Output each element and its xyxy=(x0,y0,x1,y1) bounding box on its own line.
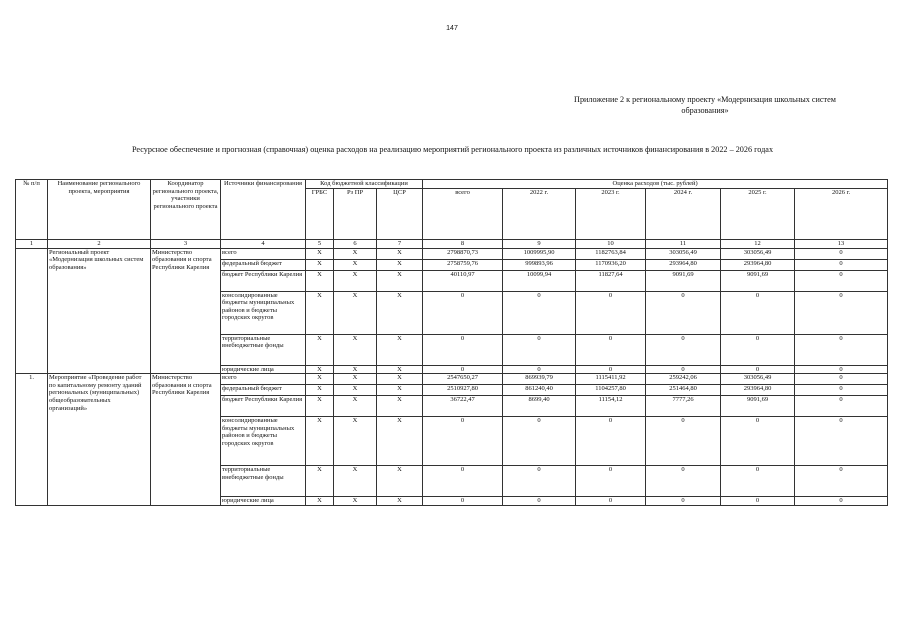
source-label: всего xyxy=(221,374,306,385)
project-name: Региональный проект «Модернизация школьных систем образования» xyxy=(48,248,151,374)
grbs-cell: X xyxy=(306,291,334,334)
y2024-cell: 259242,06 xyxy=(646,374,721,385)
csr-cell: X xyxy=(377,259,423,270)
grbs-cell: X xyxy=(306,374,334,385)
rzpr-cell: X xyxy=(334,248,377,259)
measure-coordinator: Министерство образования и спорта Республики Карелия xyxy=(151,374,221,506)
total-cell: 0 xyxy=(423,334,503,365)
rzpr-cell: X xyxy=(334,334,377,365)
y2022-cell: 0 xyxy=(503,334,576,365)
grbs-cell: X xyxy=(306,259,334,270)
y2026-cell: 0 xyxy=(795,374,888,385)
y2026-cell: 0 xyxy=(795,291,888,334)
rzpr-cell: X xyxy=(334,466,377,497)
y2026-cell: 0 xyxy=(795,365,888,374)
y2026-cell: 0 xyxy=(795,396,888,417)
y2022-cell: 0 xyxy=(503,497,576,506)
y2023-cell: 11827,64 xyxy=(576,270,646,291)
csr-cell: X xyxy=(377,248,423,259)
project-coordinator: Министерство образования и спорта Республики Карелия xyxy=(151,248,221,374)
y2023-cell: 0 xyxy=(576,497,646,506)
column-number: 12 xyxy=(721,240,795,249)
y2024-cell: 0 xyxy=(646,497,721,506)
source-label: юридические лица xyxy=(221,497,306,506)
header-2026: 2026 г. xyxy=(795,189,888,240)
y2025-cell: 0 xyxy=(721,334,795,365)
grbs-cell: X xyxy=(306,248,334,259)
y2026-cell: 0 xyxy=(795,466,888,497)
rzpr-cell: X xyxy=(334,396,377,417)
y2026-cell: 0 xyxy=(795,385,888,396)
total-cell: 2547650,27 xyxy=(423,374,503,385)
total-cell: 40110,97 xyxy=(423,270,503,291)
header-rzpr: Рз ПР xyxy=(334,189,377,240)
y2025-cell: 0 xyxy=(721,417,795,466)
csr-cell: X xyxy=(377,374,423,385)
source-label: бюджет Республики Карелия xyxy=(221,396,306,417)
csr-cell: X xyxy=(377,365,423,374)
y2025-cell: 0 xyxy=(721,291,795,334)
source-label: территориальные внебюджетные фонды xyxy=(221,466,306,497)
y2026-cell: 0 xyxy=(795,270,888,291)
rzpr-cell: X xyxy=(334,365,377,374)
y2024-cell: 293964,80 xyxy=(646,259,721,270)
y2022-cell: 869939,79 xyxy=(503,374,576,385)
row-num: 1. xyxy=(16,374,48,506)
y2023-cell: 1115411,92 xyxy=(576,374,646,385)
y2025-cell: 303056,49 xyxy=(721,248,795,259)
y2022-cell: 861240,40 xyxy=(503,385,576,396)
header-total: всего xyxy=(423,189,503,240)
y2023-cell: 11154,12 xyxy=(576,396,646,417)
y2025-cell: 293964,80 xyxy=(721,259,795,270)
total-cell: 2758759,76 xyxy=(423,259,503,270)
column-number: 10 xyxy=(576,240,646,249)
header-num: № п/п xyxy=(16,180,48,240)
grbs-cell: X xyxy=(306,466,334,497)
header-2023: 2023 г. xyxy=(576,189,646,240)
y2023-cell: 0 xyxy=(576,365,646,374)
y2025-cell: 9091,69 xyxy=(721,396,795,417)
y2023-cell: 1104257,80 xyxy=(576,385,646,396)
y2025-cell: 9091,69 xyxy=(721,270,795,291)
document-title: Ресурсное обеспечение и прогнозная (справочная) оценка расходов на реализацию мероприятий регионального проекта из различных источников финансирования в 2022 – 2026 годах xyxy=(131,145,774,154)
y2022-cell: 1009995,90 xyxy=(503,248,576,259)
source-label: федеральный бюджет xyxy=(221,259,306,270)
grbs-cell: X xyxy=(306,270,334,291)
y2024-cell: 9091,69 xyxy=(646,270,721,291)
y2024-cell: 0 xyxy=(646,417,721,466)
y2025-cell: 303056,49 xyxy=(721,374,795,385)
regional-project-block xyxy=(16,248,888,374)
grbs-cell: X xyxy=(306,385,334,396)
column-number: 1 xyxy=(16,240,48,249)
rzpr-cell: X xyxy=(334,417,377,466)
y2022-cell: 8699,40 xyxy=(503,396,576,417)
column-number: 13 xyxy=(795,240,888,249)
total-cell: 0 xyxy=(423,365,503,374)
total-cell: 0 xyxy=(423,497,503,506)
y2022-cell: 0 xyxy=(503,466,576,497)
column-number: 9 xyxy=(503,240,576,249)
rzpr-cell: X xyxy=(334,497,377,506)
measure-name: Мероприятие «Проведение работ по капитальному ремонту зданий региональных (муниципальных) общеобразовательных организаций» xyxy=(48,374,151,506)
y2025-cell: 0 xyxy=(721,466,795,497)
csr-cell: X xyxy=(377,466,423,497)
rzpr-cell: X xyxy=(334,291,377,334)
y2024-cell: 0 xyxy=(646,291,721,334)
y2026-cell: 0 xyxy=(795,417,888,466)
header-grbs: ГРБС xyxy=(306,189,334,240)
total-cell: 0 xyxy=(423,417,503,466)
appendix-line-2: образования» xyxy=(681,106,729,115)
source-label: консолидированные бюджеты муниципальных районов и бюджеты городских округов xyxy=(221,291,306,334)
column-number: 8 xyxy=(423,240,503,249)
y2022-cell: 0 xyxy=(503,417,576,466)
column-number: 2 xyxy=(48,240,151,249)
y2025-cell: 293964,80 xyxy=(721,385,795,396)
row-num xyxy=(16,248,48,374)
total-cell: 2510927,80 xyxy=(423,385,503,396)
grbs-cell: X xyxy=(306,497,334,506)
header-budget-code: Код бюджетной классификации xyxy=(306,180,423,189)
y2023-cell: 0 xyxy=(576,466,646,497)
y2026-cell: 0 xyxy=(795,334,888,365)
y2026-cell: 0 xyxy=(795,259,888,270)
grbs-cell: X xyxy=(306,396,334,417)
column-number: 7 xyxy=(377,240,423,249)
source-label: всего xyxy=(221,248,306,259)
table-row xyxy=(16,248,888,259)
rzpr-cell: X xyxy=(334,374,377,385)
total-cell: 0 xyxy=(423,291,503,334)
measure-block xyxy=(16,374,888,506)
header-coordinator: Координатор регионального проекта, участники регионального проекта xyxy=(151,180,221,240)
appendix-line-1: Приложение 2 к региональному проекту «Модернизация школьных систем xyxy=(574,95,836,104)
total-cell: 2798870,73 xyxy=(423,248,503,259)
column-number: 6 xyxy=(334,240,377,249)
y2022-cell: 10099,94 xyxy=(503,270,576,291)
header-2022: 2022 г. xyxy=(503,189,576,240)
column-number: 5 xyxy=(306,240,334,249)
y2026-cell: 0 xyxy=(795,497,888,506)
table-row xyxy=(16,374,888,385)
y2024-cell: 7777,26 xyxy=(646,396,721,417)
header-sources: Источники финансирования xyxy=(221,180,306,240)
y2024-cell: 251464,80 xyxy=(646,385,721,396)
total-cell: 0 xyxy=(423,466,503,497)
page-number: 147 xyxy=(446,25,458,32)
column-number: 4 xyxy=(221,240,306,249)
y2024-cell: 0 xyxy=(646,466,721,497)
y2024-cell: 0 xyxy=(646,365,721,374)
y2025-cell: 0 xyxy=(721,497,795,506)
header-name: Наименование регионального проекта, мероприятия xyxy=(48,180,151,240)
y2023-cell: 0 xyxy=(576,291,646,334)
y2024-cell: 303056,49 xyxy=(646,248,721,259)
csr-cell: X xyxy=(377,291,423,334)
header-2024: 2024 г. xyxy=(646,189,721,240)
csr-cell: X xyxy=(377,270,423,291)
csr-cell: X xyxy=(377,334,423,365)
grbs-cell: X xyxy=(306,417,334,466)
rzpr-cell: X xyxy=(334,270,377,291)
csr-cell: X xyxy=(377,417,423,466)
csr-cell: X xyxy=(377,396,423,417)
y2023-cell: 0 xyxy=(576,334,646,365)
total-cell: 36722,47 xyxy=(423,396,503,417)
y2025-cell: 0 xyxy=(721,365,795,374)
y2022-cell: 999893,96 xyxy=(503,259,576,270)
header-2025: 2025 г. xyxy=(721,189,795,240)
y2023-cell: 1182763,84 xyxy=(576,248,646,259)
source-label: бюджет Республики Карелия xyxy=(221,270,306,291)
grbs-cell: X xyxy=(306,365,334,374)
column-number-row xyxy=(16,240,888,249)
appendix-caption xyxy=(540,94,870,116)
csr-cell: X xyxy=(377,497,423,506)
y2024-cell: 0 xyxy=(646,334,721,365)
y2023-cell: 1170936,20 xyxy=(576,259,646,270)
source-label: федеральный бюджет xyxy=(221,385,306,396)
source-label: территориальные внебюджетные фонды xyxy=(221,334,306,365)
y2022-cell: 0 xyxy=(503,291,576,334)
y2026-cell: 0 xyxy=(795,248,888,259)
grbs-cell: X xyxy=(306,334,334,365)
source-label: юридические лица xyxy=(221,365,306,374)
expenses-table xyxy=(15,179,888,506)
rzpr-cell: X xyxy=(334,385,377,396)
column-number: 3 xyxy=(151,240,221,249)
csr-cell: X xyxy=(377,385,423,396)
rzpr-cell: X xyxy=(334,259,377,270)
y2022-cell: 0 xyxy=(503,365,576,374)
y2023-cell: 0 xyxy=(576,417,646,466)
header-estimate: Оценка расходов (тыс. рублей) xyxy=(423,180,888,189)
header-csr: ЦСР xyxy=(377,189,423,240)
column-number: 11 xyxy=(646,240,721,249)
source-label: консолидированные бюджеты муниципальных районов и бюджеты городских округов xyxy=(221,417,306,466)
